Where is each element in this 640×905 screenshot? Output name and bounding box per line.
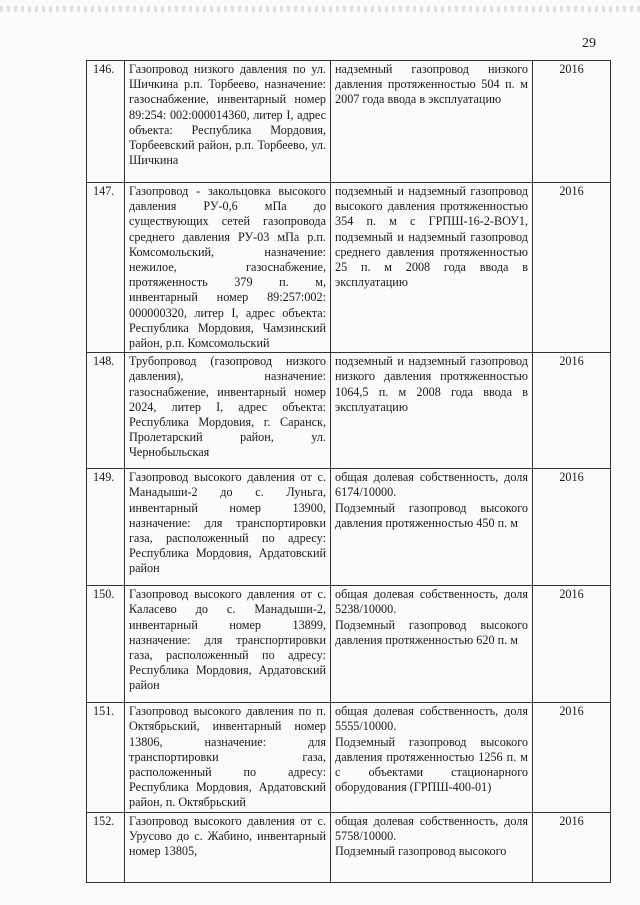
row-number: 151. <box>87 703 125 812</box>
table-row <box>87 812 611 882</box>
table-row <box>87 183 611 353</box>
object-details <box>331 703 533 812</box>
row-number: 146. <box>87 61 125 183</box>
table-row <box>87 61 611 183</box>
row-number: 150. <box>87 586 125 703</box>
year-cell: 2016 <box>533 586 611 703</box>
year-cell: 2016 <box>533 61 611 183</box>
property-table <box>86 60 611 883</box>
details-line: надземный газопровод низкого давления протяженностью 504 п. м 2007 года ввода в эксплуатацию <box>335 62 528 107</box>
details-line: Подземный газопровод высокого <box>335 844 507 859</box>
object-description: Газопровод высокого давления от с. Урусово до с. Жабино, инвентарный номер 13805, <box>125 812 331 882</box>
year-cell: 2016 <box>533 812 611 882</box>
details-line: подземный и надземный газопровод высокого давления протяженностью 354 п. м с ГРПШ-16-2-ВОУ1, подземный и надземный газопровод среднего давления протяженностью 25 п. м 2008 года ввода в эксплуатацию <box>335 184 528 290</box>
scan-artifact <box>0 6 640 12</box>
row-number: 152. <box>87 812 125 882</box>
table-row <box>87 353 611 469</box>
details-line: общая долевая собственность, доля 6174/10000. <box>335 470 528 500</box>
year-cell: 2016 <box>533 469 611 586</box>
object-description: Газопровод высокого давления от с. Каласево до с. Манадыши-2, инвентарный номер 13899, назначение: для транспортировки газа, расположенный по адресу: Республика Мордовия, Ардатовский район <box>125 586 331 703</box>
details-line: Подземный газопровод высокого давления протяженностью 620 п. м <box>335 617 528 647</box>
object-details <box>331 353 533 469</box>
page-number: 29 <box>582 36 596 51</box>
object-description: Газопровод - закольцовка высокого давления РУ-0,6 мПа до существующих сетей газопровода среднего давления РУ-03 мПа р.п. Комсомольский, назначение: нежилое, газоснабжение, протяженность 379 п. м, инвентарный номер 89:257:002: 000000320, литер I, адрес объекта: Республика Мордовия, Чамзинский район, р.п. Комсомольский <box>125 183 331 353</box>
details-line: Подземный газопровод высокого давления протяженностью 450 п. м <box>335 500 528 530</box>
table-body <box>87 61 611 883</box>
year-cell: 2016 <box>533 183 611 353</box>
object-description: Трубопровод (газопровод низкого давления), назначение: газоснабжение, инвентарный номер 2024, литер I, адрес объекта: Республика Мордовия, г. Саранск, Пролетарский район, ул. Чернобыльская <box>125 353 331 469</box>
object-description: Газопровод высокого давления по п. Октябрьский, инвентарный номер 13806, назначение: для транспортировки газа, расположенный по адресу: Республика Мордовия, Ардатовский район, п. Октябрьский <box>125 703 331 812</box>
row-number: 148. <box>87 353 125 469</box>
object-details <box>331 586 533 703</box>
table-row <box>87 703 611 812</box>
year-cell: 2016 <box>533 353 611 469</box>
object-details <box>331 469 533 586</box>
object-details <box>331 61 533 183</box>
table-row <box>87 469 611 586</box>
object-details <box>331 812 533 882</box>
details-line: общая долевая собственность, доля 5555/10000. <box>335 704 528 734</box>
details-line: общая долевая собственность, доля 5238/10000. <box>335 587 528 617</box>
row-number: 149. <box>87 469 125 586</box>
details-line: общая долевая собственность, доля 5758/10000. <box>335 813 528 843</box>
object-description: Газопровод высокого давления от с. Манадыши-2 до с. Луньга, инвентарный номер 13900, назначение: для транспортировки газа, расположенный по адресу: Республика Мордовия, Ардатовский район <box>125 469 331 586</box>
object-description: Газопровод низкого давления по ул. Шичкина р.п. Торбеево, назначение: газоснабжение, инвентарный номер 89:254: 002:000014360, литер I, адрес объекта: Республика Мордовия, Торбеевский район, р.п. Торбеево, ул. Шичкина <box>125 61 331 183</box>
details-line: подземный и надземный газопровод низкого давления протяженностью 1064,5 п. м 2008 года ввода в эксплуатацию <box>335 354 528 414</box>
details-line: Подземный газопровод высокого давления протяженностью 1256 п. м с объектами стационарного оборудования (ГРПШ-400-01) <box>335 734 528 795</box>
table-row <box>87 586 611 703</box>
object-details <box>331 183 533 353</box>
row-number: 147. <box>87 183 125 353</box>
year-cell: 2016 <box>533 703 611 812</box>
